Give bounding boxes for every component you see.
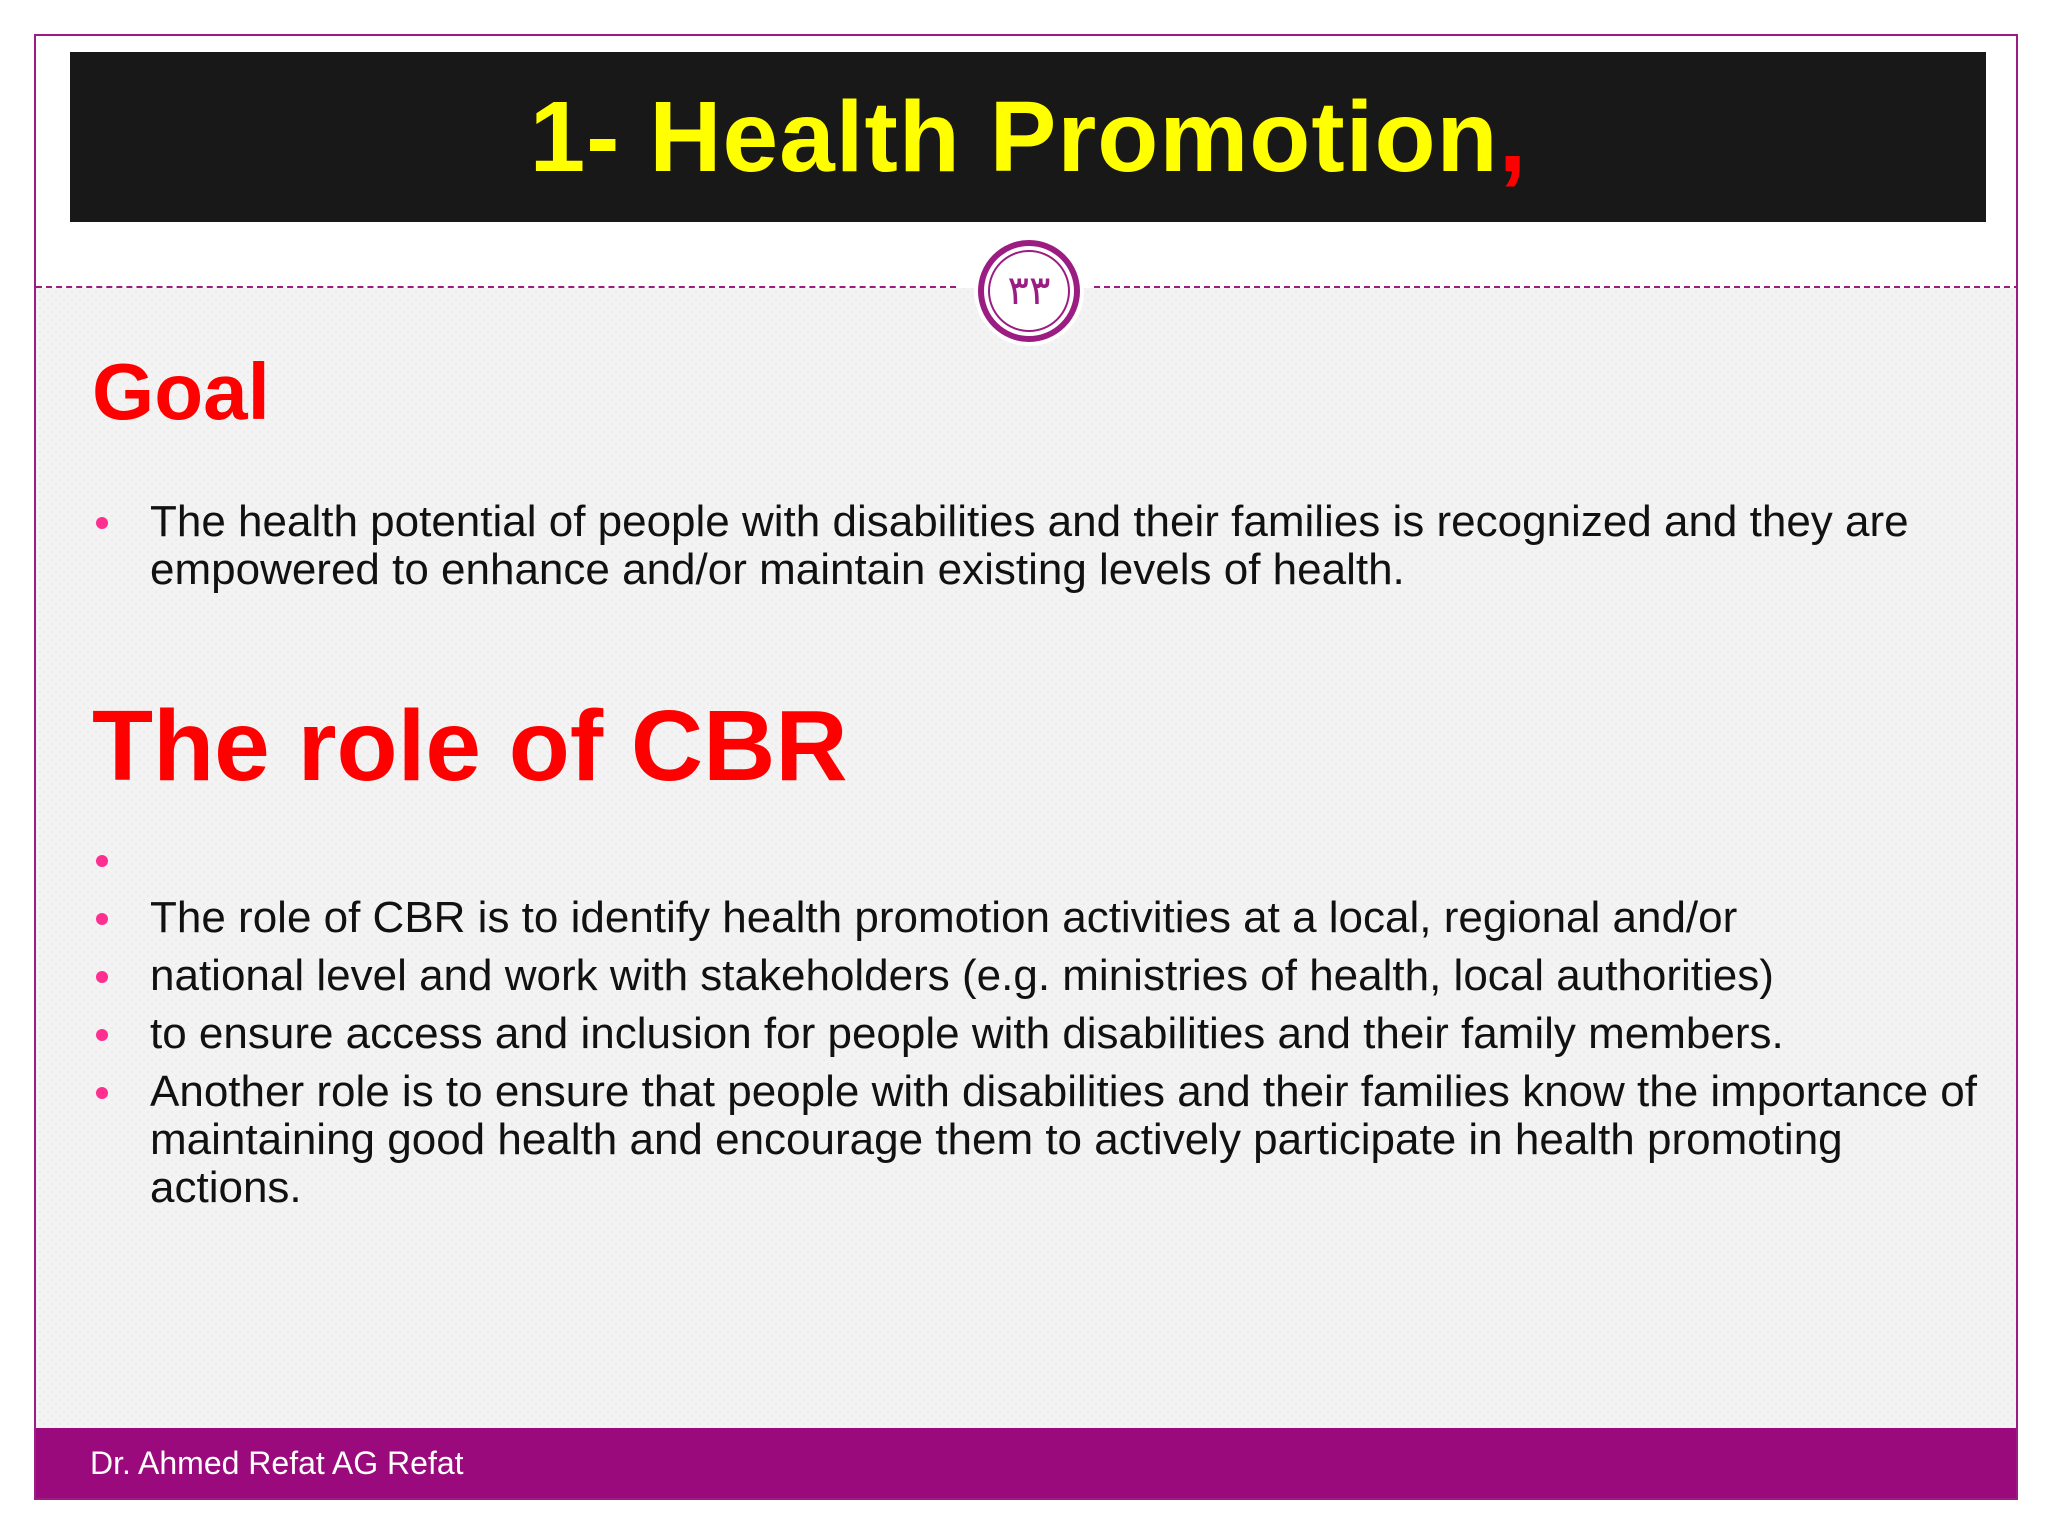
goal-bullet-list (92, 498, 1992, 604)
header-divider-right (1094, 286, 2018, 288)
page-number-ring (978, 240, 1080, 342)
goal-heading: Goal (92, 347, 270, 436)
title-comma: , (1498, 81, 1527, 193)
role-bullet: national level and work with stakeholders (e.g. ministries of health, local authorities) (92, 952, 1992, 1000)
header-divider-left (36, 286, 956, 288)
slide-title: 1- Health Promotion (529, 81, 1499, 193)
page-number-badge (974, 236, 1084, 346)
footer-author: Dr. Ahmed Refat AG Refat (90, 1445, 464, 1481)
role-bullet: The role of CBR is to identify health promotion activities at a local, regional and/or (92, 894, 1992, 942)
title-bar (70, 52, 1986, 222)
empty-bullet (92, 836, 1992, 884)
role-heading: The role of CBR (92, 690, 848, 802)
goal-bullet: The health potential of people with disabilities and their families is recognized and they are empowered to enhance and/or maintain existing levels of health. (92, 498, 1992, 594)
footer-bar (36, 1428, 2016, 1498)
page-number: ٣٣ (1007, 268, 1051, 314)
slide-frame (34, 34, 2018, 1500)
role-bullet-list (92, 836, 1992, 1222)
role-bullet: to ensure access and inclusion for people with disabilities and their family members. (92, 1010, 1992, 1058)
role-bullet: Another role is to ensure that people with disabilities and their families know the importance of maintaining good health and encourage them to actively participate in health promoting actions. (92, 1068, 1992, 1212)
page-number-inner-ring (988, 250, 1070, 332)
